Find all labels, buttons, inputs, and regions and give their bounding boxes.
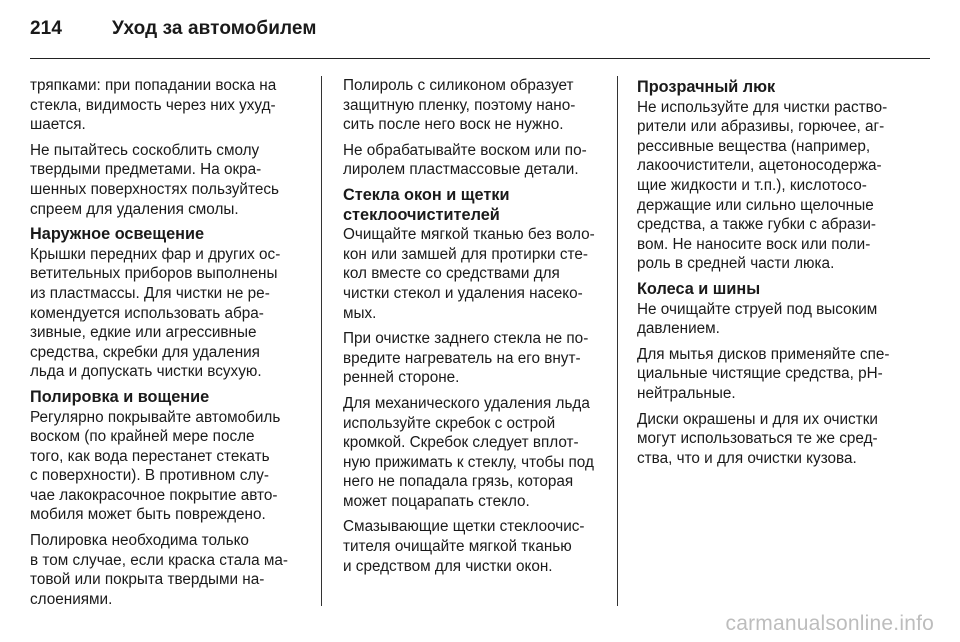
section-heading: Полировка и вощение — [30, 387, 210, 406]
body-paragraph: Диски окрашены и для их очистки могут использоваться те же сред- ства, что и для очистки кузова. — [637, 410, 878, 467]
column-divider-1 — [321, 76, 322, 606]
body-paragraph: Смазывающие щетки стеклоочис- тителя очищайте мягкой тканью и средством для чистки окон. — [343, 518, 585, 575]
page-header — [30, 18, 930, 48]
text-column-1 — [30, 76, 308, 615]
section-heading: Прозрачный люк — [637, 78, 776, 96]
body-paragraph: При очистке заднего стекла не по- вредите нагреватель на его внут- ренней стороне. — [343, 330, 589, 387]
watermark: carmanualsonline.info — [725, 612, 934, 635]
body-paragraph: Очищайте мягкой тканью без воло- кон или замшей для протирки сте- кол вместе со средствами для чистки стекол и удаления насеко- мых. — [343, 226, 595, 322]
body-paragraph: Полировка необходима только в том случае, если краска стала ма- товой или покрыта твердыми на- слоениями. — [30, 532, 289, 608]
body-paragraph: Не используйте для чистки раство- рители или абразивы, горючее, аг- рессивные вещества (например, лакоочистители, ацетоносодержа- щие жидкости и т.п.), кислотосо- держащие или сильно щелочные средства, а также губки с абрази- вом. Не наносите воск или поли- роль в средней части люка. — [637, 98, 888, 273]
body-paragraph: Для механического удаления льда используйте скребок с острой кромкой. Скребок следует вплот- ную прижимать к стеклу, чтобы под него не попадала грязь, которая может поцарапать стекло. — [343, 394, 594, 510]
section-heading: Стекла окон и щетки стеклоочистителей — [343, 185, 510, 224]
page-title: Уход за автомобилем — [112, 18, 317, 39]
text-column-2 — [343, 76, 621, 582]
body-paragraph: Не очищайте струей под высоким давлением. — [637, 300, 878, 338]
text-column-3 — [637, 76, 917, 474]
body-paragraph: Для мытья дисков применяйте спе- циальные чистящие средства, pH- нейтральные. — [637, 345, 890, 402]
body-paragraph: Не пытайтесь соскоблить смолу твердыми предметами. На окра- шенных поверхностях пользуйтесь спреем для удаления смолы. — [30, 141, 279, 218]
section-heading: Наружное освещение — [30, 225, 205, 244]
page-number: 214 — [30, 18, 63, 39]
column-divider-2 — [617, 76, 618, 606]
body-paragraph: Регулярно покрывайте автомобиль воском (по крайней мере после того, как вода перестанет стекать с поверхности). В противном слу- чае лакокрасочное покрытие авто- мобиля может быть повреждено. — [30, 408, 281, 524]
body-paragraph: тряпками: при попадании воска на стекла, видимость через них ухуд- шается. — [30, 77, 277, 134]
body-paragraph: Полироль с силиконом образует защитную пленку, поэтому нано- сить после него воск не нужно. — [343, 77, 576, 134]
section-heading: Колеса и шины — [637, 279, 761, 298]
body-paragraph: Крышки передних фар и других ос- ветительных приборов выполнены из пластмассы. Для чистки не ре- комендуется использовать абра- зивные, едкие или агрессивные средства, скребки для удаления льда и допускать чистки всухую. — [30, 245, 281, 381]
body-paragraph: Не обрабатывайте воском или по- лиролем пластмассовые детали. — [343, 141, 587, 179]
header-divider — [30, 58, 930, 59]
